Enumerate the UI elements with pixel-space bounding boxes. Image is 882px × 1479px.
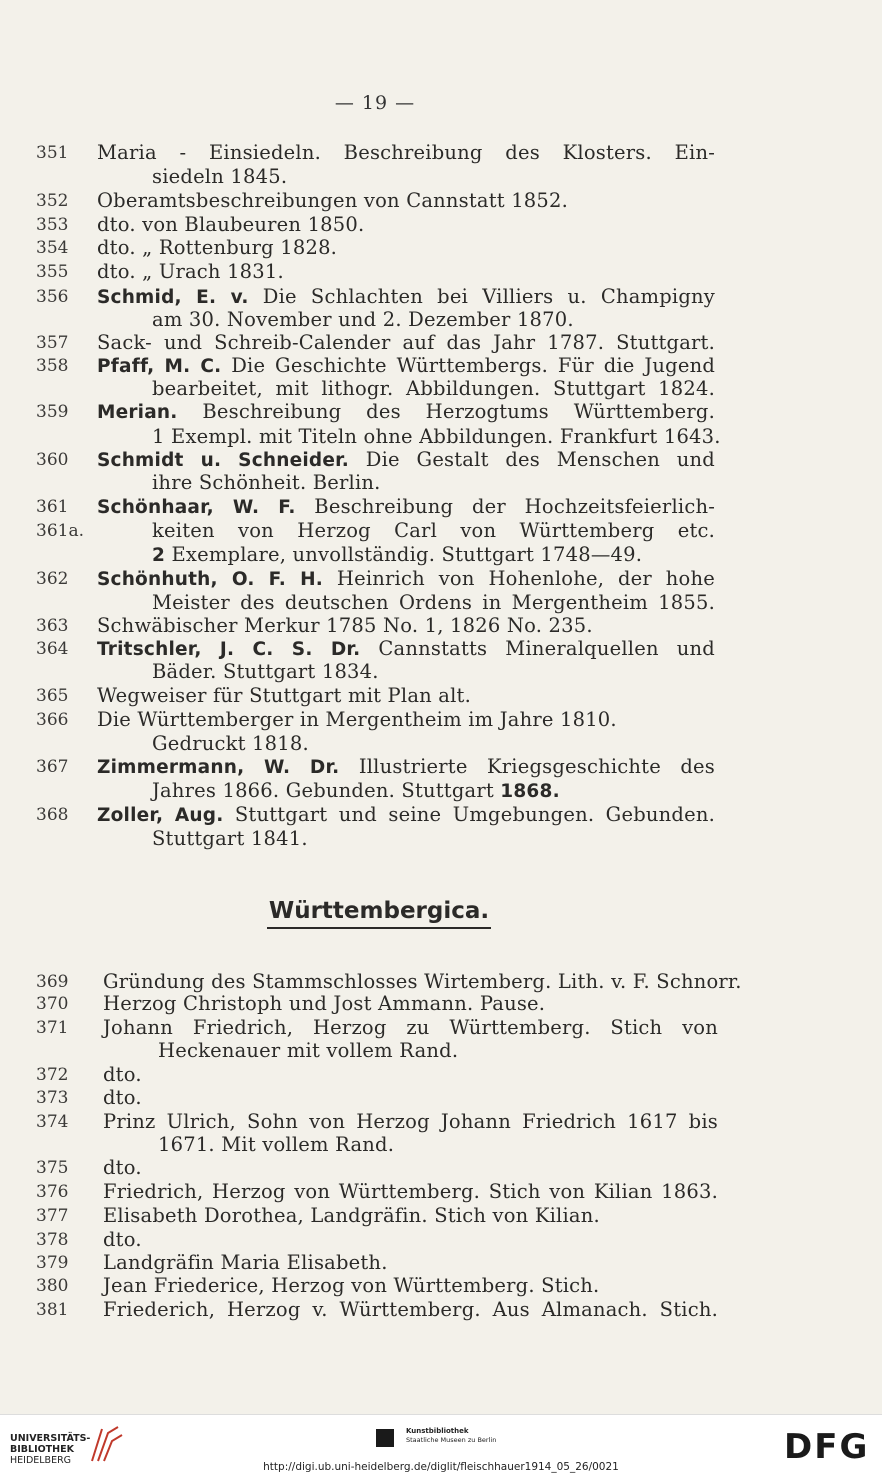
entry-text-line	[97, 189, 715, 213]
entry-number: 360	[36, 450, 69, 470]
entry-text: dto.	[103, 1086, 142, 1109]
entry-text: dto.	[103, 1063, 142, 1086]
footer: UNIVERSITÄTS- BIBLIOTHEK HEIDELBERG Kunstbibliothek Staatliche Museen zu Berlin DFG http://digi.ub.uni-heidelberg.de/diglit/fleischhauer1914_05_26/0021	[0, 1414, 882, 1479]
entry-text-line	[97, 236, 715, 260]
entry-text-line	[97, 637, 715, 662]
entry-text: bearbeitet, mit lithogr. Abbildungen. Stuttgart 1824.	[152, 377, 715, 400]
entry-number: 371	[36, 1018, 69, 1038]
entry-text: Beschreibung des Herzogtums Württemberg.	[177, 400, 715, 423]
kunstbibliothek-mark-icon	[376, 1429, 394, 1447]
entry-text-line	[152, 377, 715, 401]
section-title: Württembergica.	[0, 898, 758, 924]
entry-author: 2	[152, 545, 166, 566]
entry-text-line	[152, 827, 715, 851]
entry-text-line	[103, 1204, 718, 1228]
entry-text: dto.	[103, 1156, 142, 1179]
entry-text: Cannstatts Mineralquellen und	[360, 637, 715, 660]
entry-text-line	[103, 1110, 718, 1134]
entry-author: Tritschler, J. C. S. Dr.	[97, 639, 361, 660]
entry-text-line	[152, 779, 715, 804]
entry-text: keiten von Herzog Carl von Württemberg etc.	[152, 519, 715, 542]
entry-text-line	[97, 400, 715, 425]
entry-text-line	[152, 471, 715, 495]
entry-text-line	[97, 354, 715, 379]
entry-text-line	[97, 567, 715, 592]
entry-text: Friederich, Herzog v. Württemberg. Aus Almanach. Stich.	[103, 1298, 718, 1321]
entry-text-line	[97, 495, 715, 520]
entry-number: 381	[36, 1300, 69, 1320]
entry-text-line	[158, 1039, 718, 1063]
entry-text: Maria - Einsiedeln. Beschreibung des Klosters. Ein-	[97, 141, 715, 164]
entry-number: 378	[36, 1230, 69, 1250]
entry-text-line	[97, 213, 715, 237]
entry-text: am 30. November und 2. Dezember 1870.	[152, 308, 574, 331]
entry-text: Die Gestalt des Menschen und	[349, 448, 715, 471]
entry-author: Pfaff, M. C.	[97, 356, 222, 377]
entry-text: Elisabeth Dorothea, Landgräfin. Stich von Kilian.	[103, 1204, 600, 1227]
entry-text: Stuttgart 1841.	[152, 827, 308, 850]
entry-number: 362	[36, 569, 69, 589]
entry-text: Sack- und Schreib-Calender auf das Jahr 1787. Stuttgart.	[97, 331, 715, 354]
entry-text: siedeln 1845.	[152, 165, 288, 188]
entry-author: Merian.	[97, 402, 178, 423]
entry-text: Gedruckt 1818.	[152, 732, 309, 755]
entry-number: 361	[36, 497, 69, 517]
entry-text-line	[97, 684, 715, 708]
entry-author: Zimmermann, W. Dr.	[97, 757, 340, 778]
entry-text-line	[97, 448, 715, 473]
entry-number: 356	[36, 287, 69, 307]
entry-text: Gründung des Stammschlosses Wirtemberg. Lith. v. F. Schnorr.	[103, 970, 742, 993]
entry-text: dto.	[103, 1228, 142, 1251]
entry-number: 351	[36, 143, 69, 163]
entry-number: 353	[36, 215, 69, 235]
entry-text-line	[103, 1063, 718, 1087]
entry-text: Heinrich von Hohenlohe, der hohe	[323, 567, 715, 590]
entry-number: 372	[36, 1065, 69, 1085]
entry-text: Beschreibung der Hochzeitsfeierlich-	[295, 495, 715, 518]
entry-text: ihre Schönheit. Berlin.	[152, 471, 381, 494]
entry-text-line	[97, 141, 715, 165]
entry-text: Johann Friedrich, Herzog zu Württemberg. Stich von	[103, 1016, 718, 1039]
entry-text-line	[103, 1228, 718, 1252]
entry-number: 359	[36, 402, 69, 422]
entry-text-line	[103, 1086, 718, 1110]
entry-text-line	[152, 308, 715, 332]
entry-text: Stuttgart und seine Umgebungen. Gebunden.	[223, 803, 715, 826]
entry-number: 365	[36, 686, 69, 706]
entry-author: Schönhaar, W. F.	[97, 497, 296, 518]
entry-author: Zoller, Aug.	[97, 805, 224, 826]
entry-text-line	[97, 803, 715, 828]
entry-text-line	[152, 591, 715, 615]
entry-number: 355	[36, 262, 69, 282]
entry-number: 364	[36, 639, 69, 659]
entry-text-line	[103, 992, 718, 1016]
entry-number: 380	[36, 1276, 69, 1296]
entry-text-line	[152, 732, 715, 756]
entry-text-line	[97, 708, 715, 732]
dfg-logo[interactable]: DFG	[784, 1427, 870, 1467]
entry-text: Jean Friederice, Herzog von Württemberg. Stich.	[103, 1274, 600, 1297]
entry-text: Illustrierte Kriegsgeschichte des	[339, 755, 715, 778]
entry-number: 375	[36, 1158, 69, 1178]
entry-number: 358	[36, 356, 69, 376]
entry-text: Friedrich, Herzog von Württemberg. Stich von Kilian 1863.	[103, 1180, 718, 1203]
entry-text: Heckenauer mit vollem Rand.	[158, 1039, 459, 1062]
entry-number: 373	[36, 1088, 69, 1108]
entry-text-line	[103, 1016, 718, 1040]
entry-author: 1868.	[500, 781, 560, 802]
entry-number: 357	[36, 333, 69, 353]
entry-text: Meister des deutschen Ordens in Mergentheim 1855.	[152, 591, 715, 614]
entry-text-line	[152, 543, 715, 568]
entry-text-line	[152, 660, 715, 684]
entry-text: Jahres 1866. Gebunden. Stuttgart	[152, 779, 501, 802]
entry-text-line	[97, 285, 715, 310]
permalink-url[interactable]: http://digi.ub.uni-heidelberg.de/diglit/fleischhauer1914_05_26/0021	[263, 1461, 619, 1473]
entry-text: dto. „ Rottenburg 1828.	[97, 236, 338, 259]
entry-text: dto. von Blaubeuren 1850.	[97, 213, 365, 236]
entry-text-line	[152, 425, 721, 449]
entry-text-line	[97, 331, 715, 355]
entry-number: 361a.	[36, 521, 84, 541]
entry-number: 377	[36, 1206, 69, 1226]
entry-text: dto. „ Urach 1831.	[97, 260, 284, 283]
entry-text-line	[103, 1298, 718, 1322]
entry-number: 363	[36, 616, 69, 636]
entry-number: 354	[36, 238, 69, 258]
entry-text: Die Schlachten bei Villiers u. Champigny	[248, 285, 715, 308]
entry-text: Die Geschichte Württembergs. Für die Jugend	[221, 354, 716, 377]
entry-number: 367	[36, 757, 69, 777]
entry-number: 366	[36, 710, 69, 730]
page-number: — 19 —	[334, 92, 416, 114]
entry-text: Schwäbischer Merkur 1785 No. 1, 1826 No. 235.	[97, 614, 593, 637]
entry-text: Bäder. Stuttgart 1834.	[152, 660, 379, 683]
entry-text: 1671. Mit vollem Rand.	[158, 1133, 395, 1156]
entry-text-line	[152, 165, 715, 189]
entry-text-line	[103, 1156, 718, 1180]
entry-text-line	[103, 970, 742, 994]
entry-number: 374	[36, 1112, 69, 1132]
entry-text-line	[97, 260, 715, 284]
entry-text-line	[158, 1133, 718, 1157]
entry-text: Herzog Christoph und Jost Ammann. Pause.	[103, 992, 546, 1015]
entry-number: 369	[36, 972, 69, 992]
entry-text-line	[103, 1251, 718, 1275]
entry-number: 368	[36, 805, 69, 825]
entry-author: Schönhuth, O. F. H.	[97, 569, 324, 590]
entry-number: 352	[36, 191, 69, 211]
entry-text-line	[97, 614, 715, 638]
entry-text-line	[152, 519, 715, 543]
entry-text: Landgräfin Maria Elisabeth.	[103, 1251, 388, 1274]
entry-number: 376	[36, 1182, 69, 1202]
entry-text: 1 Exempl. mit Titeln ohne Abbildungen. Frankfurt 1643.	[152, 425, 721, 448]
entry-text: Wegweiser für Stuttgart mit Plan alt.	[97, 684, 471, 707]
entry-text-line	[97, 755, 715, 780]
entry-number: 370	[36, 994, 69, 1014]
ub-heidelberg-logo[interactable]: UNIVERSITÄTS- BIBLIOTHEK HEIDELBERG	[10, 1433, 91, 1466]
entry-text: Prinz Ulrich, Sohn von Herzog Johann Friedrich 1617 bis	[103, 1110, 718, 1133]
entry-author: Schmidt u. Schneider.	[97, 450, 349, 471]
entry-text-line	[103, 1274, 718, 1298]
entry-author: Schmid, E. v.	[97, 287, 249, 308]
entry-number: 379	[36, 1253, 69, 1273]
entry-text-line	[103, 1180, 718, 1204]
entry-text: Oberamtsbeschreibungen von Cannstatt 1852.	[97, 189, 569, 212]
entry-text: Exemplare, unvollständig. Stuttgart 1748—49.	[165, 543, 643, 566]
entry-text: Die Württemberger in Mergentheim im Jahre 1810.	[97, 708, 617, 731]
